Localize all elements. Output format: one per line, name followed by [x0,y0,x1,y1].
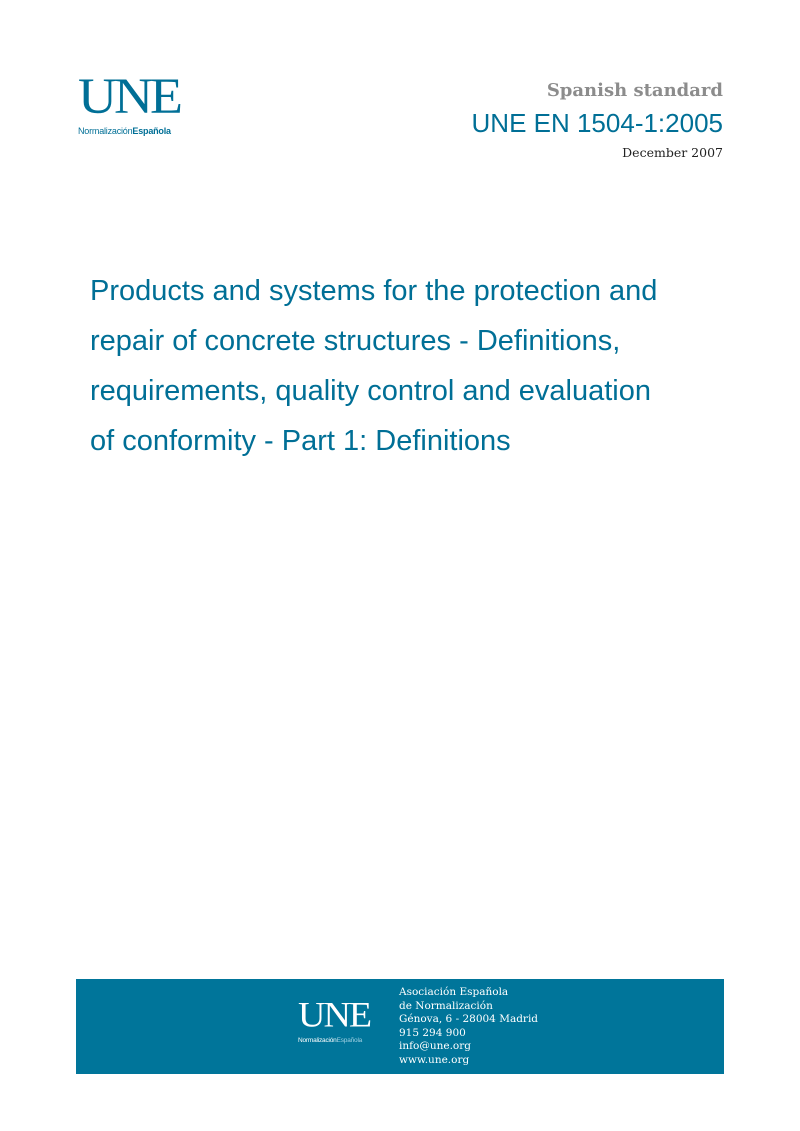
footer-logo-mark: UNE [298,995,371,1036]
standard-kind: Spanish standard [546,80,723,101]
footer-org-name-2: de Normalización [399,999,493,1012]
standard-date: December 2007 [622,145,723,160]
footer-org-name-1: Asociación Española [399,986,509,998]
footer-logo-sub-light: Española [336,1037,363,1044]
document-title [90,266,740,466]
footer-email-link[interactable]: info@une.org [399,1040,471,1053]
footer-address: Génova, 6 - 28004 Madrid [399,1013,539,1026]
une-logo-subtitle [78,126,218,136]
footer-phone[interactable]: 915 294 900 [399,1026,466,1039]
logo-sub-bold: Española [132,126,171,136]
standard-header [472,78,723,162]
footer-logo-subtitle [298,1037,370,1044]
title-line: requirements, quality control and evaluation [90,375,651,407]
title-line: Products and systems for the protection and [90,275,658,307]
une-logo-mark: UNE [78,67,180,125]
footer-une-logo [298,995,371,1044]
title-line: of conformity - Part 1: Definitions [90,425,511,457]
footer-logo-sub-regular: Normalización [298,1037,337,1044]
standard-code: UNE EN 1504-1:2005 [471,108,723,138]
footer-contact-info [399,986,538,1068]
footer-website-link[interactable]: www.une.org [399,1053,470,1066]
footer-banner [76,979,724,1074]
logo-sub-regular: Normalización [78,126,133,136]
title-line: repair of concrete structures - Definitions, [90,325,621,357]
une-logo [78,67,218,136]
